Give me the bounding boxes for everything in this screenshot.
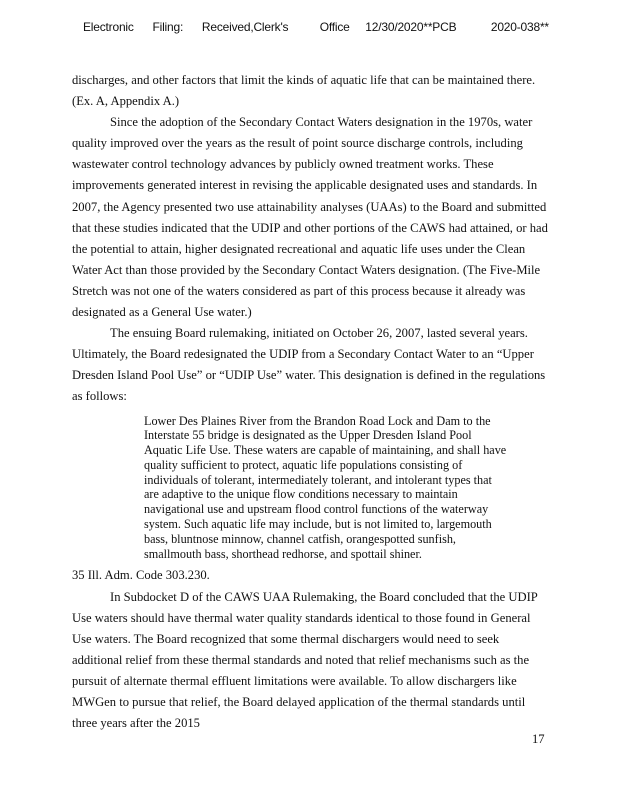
paragraph-4: In Subdocket D of the CAWS UAA Rulemaking, the Board concluded that the UDIP Use waters should have thermal water quality standards identical to those found in General Use waters. The Board recognized that some thermal dischargers would need to seek additional relief from these thermal standards and noted that relief mechanisms such as the pursuit of alternate thermal effluent limitations were available. To allow dischargers like MWGen to pursue that relief, the Board delayed application of the thermal standards until three years after the 2015 [72, 589, 538, 731]
page-number: 17 [532, 732, 545, 746]
paragraph-3: The ensuing Board rulemaking, initiated on October 26, 2007, lasted several years. Ultimately, the Board redesignated the UDIP from a Secondary Contact Water to an “Upper Dresden Island Pool Use” or “UDIP Use” water. This designation is defined in the regulations as follows: [72, 326, 546, 404]
document-body [72, 70, 550, 734]
paragraph-2: Since the adoption of the Secondary Contact Waters designation in the 1970s, water quality improved over the years as the result of point source discharge controls, including wastewater control technology advances by publicly owned treatment works. These improvements generated interest in revising the applicable designated uses and standards. In 2007, the Agency presented two use attainability analyses (UAAs) to the Board and submitted that these studies indicated that the UDIP and other portions of the CAWS had attained, or had the potential to attain, higher designated recreational and aquatic life uses under the Clean Water Act than those provided by the Secondary Contact Waters designation. (The Five-Mile Stretch was not one of the waters considered as part of this process because it already was designated as a General Use water.) [72, 115, 548, 320]
citation: 35 Ill. Adm. Code 303.230. [72, 568, 210, 583]
filing-header: Electronic Filing: Received,Clerk's Office 12/30/2020**PCB 2020-038** [83, 20, 549, 34]
paragraph-1: discharges, and other factors that limit the kinds of aquatic life that can be maintained there. (Ex. A, Appendix A.) [72, 73, 536, 109]
block-quote: Lower Des Plaines River from the Brandon Road Lock and Dam to the Interstate 55 bridge is designated as the Upper Dresden Island Pool Aquatic Life Use. These waters are capable of maintaining, and shall have quality sufficient to protect, aquatic life populations consisting of individuals of tolerant, intermediately tolerant, and intolerant types that are adaptive to the unique flow conditions necessary to maintain navigational use and upstream flood control functions of the waterway system. Such aquatic life may include, but is not limited to, largemouth bass, bluntnose minnow, channel catfish, orangespotted sunfish, smallmouth bass, shorthead redhorse, and spottail shiner. [144, 413, 507, 561]
